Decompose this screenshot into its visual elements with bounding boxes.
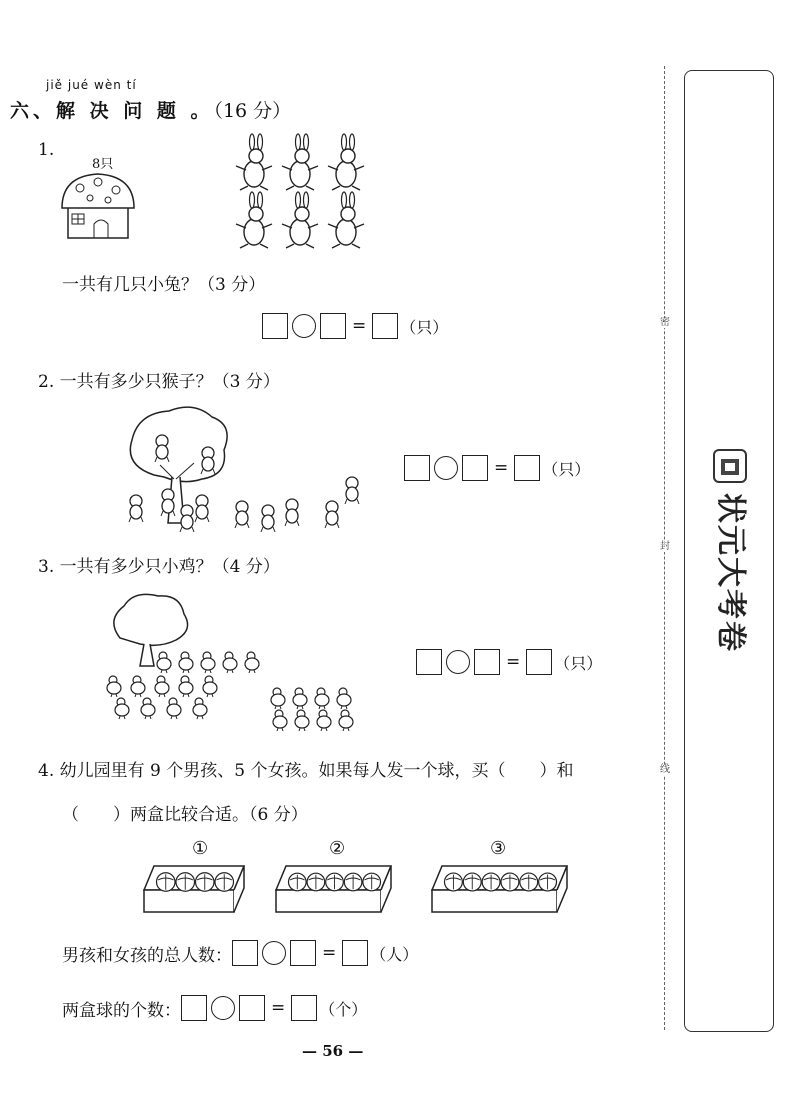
- chick-figure: [115, 698, 129, 719]
- answer-box[interactable]: [320, 313, 346, 339]
- answer-box[interactable]: [291, 995, 317, 1021]
- answer-box[interactable]: [474, 649, 500, 675]
- q4-line1: 4. 幼儿园里有 9 个男孩、5 个女孩。如果每人发一个球，买（ ）和: [38, 761, 574, 781]
- q4-line2: （ ）两盒比较合适。（6 分）: [62, 805, 308, 825]
- equals-sign: =: [494, 458, 509, 478]
- ball-box-label-1: ①: [192, 838, 209, 859]
- section-pinyin: jiě jué wèn tí: [46, 78, 137, 92]
- section-title-text: 六、解 决 问 题 。: [10, 100, 214, 122]
- q2-unit: （只）: [542, 459, 591, 479]
- q3-unit: （只）: [554, 653, 603, 673]
- q1-unit: （只）: [400, 317, 449, 337]
- chick-figure: [337, 688, 351, 709]
- chick-figure: [271, 688, 285, 709]
- chick-figure: [203, 676, 217, 697]
- chick-figure: [167, 698, 181, 719]
- seal-char-1: 密: [660, 317, 670, 328]
- monkey-figure: [195, 495, 209, 522]
- answer-box[interactable]: [262, 313, 288, 339]
- q4-row1-label: 男孩和女孩的总人数：: [62, 945, 232, 966]
- equals-sign: =: [271, 998, 286, 1018]
- chick-figure: [223, 652, 237, 673]
- chick-figure: [155, 676, 169, 697]
- q4-row2-label: 两盒球的个数：: [62, 1000, 181, 1021]
- chick-figure: [141, 698, 155, 719]
- answer-box[interactable]: [290, 940, 316, 966]
- answer-box[interactable]: [404, 455, 430, 481]
- page-number: — 56 —: [302, 1042, 364, 1060]
- chick-figure: [107, 676, 121, 697]
- monkey-figure: [129, 495, 143, 522]
- monkey-figure: [180, 505, 194, 532]
- chick-figure: [317, 710, 331, 731]
- answer-box[interactable]: [416, 649, 442, 675]
- rabbit-figure: [328, 134, 364, 190]
- chick-figure: [193, 698, 207, 719]
- q4-row1-unit: （人）: [370, 944, 419, 964]
- answer-box[interactable]: [372, 313, 398, 339]
- chick-figure: [201, 652, 215, 673]
- operator-circle[interactable]: [262, 941, 286, 965]
- section-title: [10, 96, 291, 123]
- operator-circle[interactable]: [434, 456, 458, 480]
- rabbit-figure: [236, 134, 272, 190]
- ball-box-label-3: ③: [490, 838, 507, 859]
- monkey-figure: [201, 447, 215, 474]
- rabbit-figure: [328, 192, 364, 248]
- operator-circle[interactable]: [446, 650, 470, 674]
- chick-figure: [273, 710, 287, 731]
- chick-figure: [339, 710, 353, 731]
- q1-answer-row: [262, 313, 448, 339]
- monkey-figure: [345, 477, 359, 504]
- chick-figure: [179, 676, 193, 697]
- monkey-figure: [235, 501, 249, 528]
- chick-figure: [157, 652, 171, 673]
- rabbits-image: [232, 134, 372, 250]
- q4-row2: [62, 995, 367, 1021]
- chick-figure: [179, 652, 193, 673]
- monkey-figure: [155, 435, 169, 462]
- q3-question: 3. 一共有多少只小鸡？（4 分）: [38, 557, 280, 577]
- q1-number: 1.: [38, 140, 55, 160]
- answer-box[interactable]: [181, 995, 207, 1021]
- equals-sign: =: [506, 652, 521, 672]
- operator-circle[interactable]: [292, 314, 316, 338]
- answer-box[interactable]: [526, 649, 552, 675]
- monkey-figure: [261, 505, 275, 532]
- chick-figure: [295, 710, 309, 731]
- ball-box-2-image: [276, 860, 391, 914]
- q1-question: 一共有几只小兔？（3 分）: [62, 275, 266, 295]
- section-points: （16 分）: [213, 100, 292, 122]
- rabbit-figure: [236, 192, 272, 248]
- q4-row1: [62, 940, 418, 966]
- monkeys-tree-image: [124, 405, 374, 530]
- chicks-image: [100, 590, 400, 730]
- rabbit-figure: [282, 192, 318, 248]
- monkey-figure: [161, 489, 175, 516]
- ball-box-label-2: ②: [329, 838, 346, 859]
- q2-answer-row: [404, 455, 590, 481]
- ball-box-1-image: [144, 860, 244, 914]
- chick-figure: [293, 688, 307, 709]
- equals-sign: =: [352, 316, 367, 336]
- q2-question: 2. 一共有多少只猴子？（3 分）: [38, 372, 280, 392]
- brand-logo-icon: [713, 449, 747, 483]
- rabbit-figure: [282, 134, 318, 190]
- sidebar-panel: [684, 70, 774, 1032]
- q4-row2-unit: （个）: [319, 999, 368, 1019]
- seal-char-3: 线: [660, 764, 670, 775]
- seal-char-2: 封: [660, 541, 670, 552]
- equals-sign: =: [322, 943, 337, 963]
- chick-figure: [131, 676, 145, 697]
- q3-answer-row: [416, 649, 602, 675]
- answer-box[interactable]: [342, 940, 368, 966]
- chick-figure: [315, 688, 329, 709]
- monkey-figure: [325, 501, 339, 528]
- answer-box[interactable]: [514, 455, 540, 481]
- monkey-figure: [285, 499, 299, 526]
- answer-box[interactable]: [239, 995, 265, 1021]
- mushroom-house-image: [58, 170, 138, 242]
- svg-text:状元大考卷: 状元大考卷: [713, 493, 748, 653]
- chick-figure: [245, 652, 259, 673]
- ball-box-3-image: [432, 860, 567, 914]
- q1-house-label: 8只: [92, 157, 114, 172]
- operator-circle[interactable]: [211, 996, 235, 1020]
- brand-wordmark-image: [699, 491, 761, 661]
- answer-box[interactable]: [462, 455, 488, 481]
- answer-box[interactable]: [232, 940, 258, 966]
